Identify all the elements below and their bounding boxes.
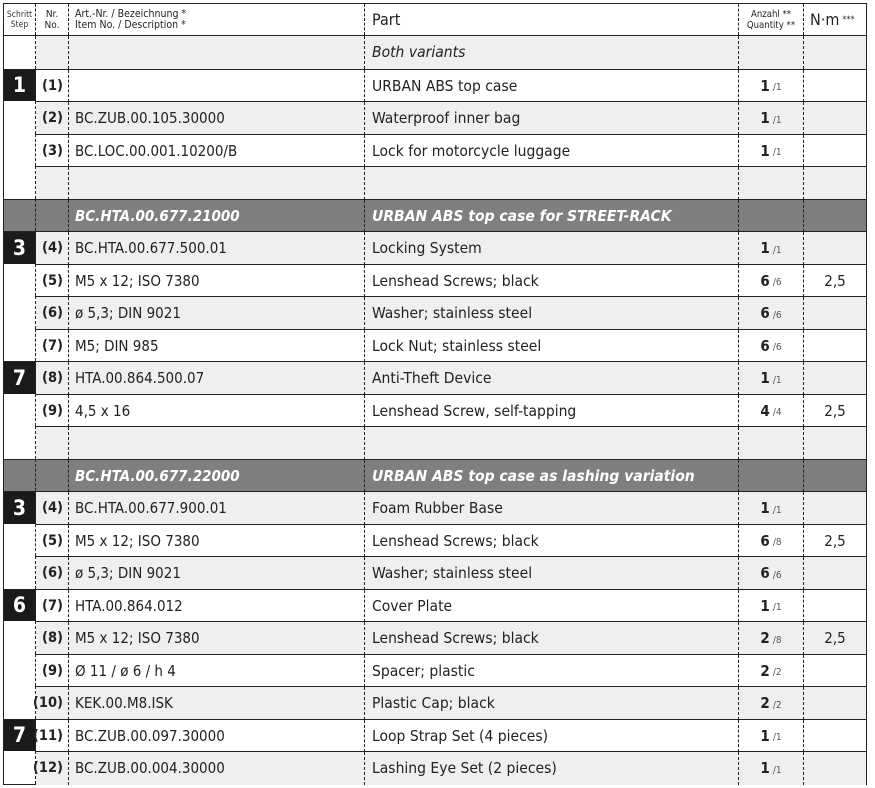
step-cell [4, 394, 36, 427]
quantity [739, 752, 804, 785]
step-cell [4, 231, 36, 264]
article-number: BC.HTA.00.677.500.01 [69, 232, 365, 265]
torque-value [804, 102, 866, 135]
step-cell [4, 686, 36, 719]
article-number: HTA.00.864.012 [69, 590, 365, 623]
part-description [365, 427, 739, 460]
quantity-total: /8 [772, 634, 782, 646]
step-cell [4, 426, 36, 459]
step-cell [4, 134, 36, 167]
part-description: Lashing Eye Set (2 pieces) [365, 752, 739, 785]
header-step-de: Schritt [6, 9, 33, 20]
torque-value [804, 36, 866, 69]
quantity-total: /1 [772, 764, 782, 776]
section-header-row [4, 459, 866, 492]
quantity-value: 2 [760, 629, 770, 648]
item-number: (6) [36, 297, 69, 330]
quantity-value: 2 [760, 694, 770, 713]
step-number: 7 [12, 365, 27, 390]
quantity-total: /1 [772, 602, 782, 614]
quantity [739, 460, 804, 493]
header-article-en: Item No. / Description * [75, 18, 186, 31]
part-description: Washer; stainless steel [365, 557, 739, 590]
header-step-en: Step [10, 19, 29, 30]
table-row [4, 719, 866, 752]
article-number: ø 5,3; DIN 9021 [69, 297, 365, 330]
step-cell [4, 459, 36, 492]
item-number: (3) [36, 135, 69, 168]
part-description: Lock Nut; stainless steel [365, 330, 739, 363]
quantity-value: 1 [760, 109, 770, 128]
table-body [4, 36, 866, 784]
article-number: Ø 11 / ø 6 / h 4 [69, 655, 365, 688]
table-row [4, 361, 866, 394]
quantity-total: /1 [772, 732, 782, 744]
article-number: BC.LOC.00.001.10200/B [69, 135, 365, 168]
quantity [739, 395, 804, 428]
step-cell [4, 69, 36, 102]
torque-value [804, 460, 866, 493]
section-header-row [4, 199, 866, 232]
article-number: BC.HTA.00.677.900.01 [69, 492, 365, 525]
torque-value [804, 200, 866, 233]
header-part-label: Part [372, 10, 401, 29]
torque-value [804, 70, 866, 103]
quantity [739, 330, 804, 363]
torque-value [804, 232, 866, 265]
quantity [739, 427, 804, 460]
quantity-total: /1 [772, 504, 782, 516]
header-nr [36, 4, 69, 35]
quantity-value: 6 [760, 531, 770, 550]
spacer-row [4, 426, 866, 459]
table-row [4, 589, 866, 622]
quantity [739, 362, 804, 395]
header-quantity [739, 4, 804, 35]
header-torque-footnote: *** [842, 14, 855, 25]
quantity-total: /2 [772, 667, 782, 679]
article-number: BC.HTA.00.677.21000 [69, 200, 365, 233]
part-description: Lenshead Screws; black [365, 265, 739, 298]
quantity-total: /6 [772, 342, 782, 354]
torque-value: 2,5 [824, 271, 846, 290]
article-number: M5; DIN 985 [69, 330, 365, 363]
header-article-de: Art.-Nr. / Bezeichnung * [75, 7, 187, 20]
table-row [4, 296, 866, 329]
quantity [739, 70, 804, 103]
quantity-value: 1 [760, 369, 770, 388]
quantity-total: /6 [772, 277, 782, 289]
table-row [4, 751, 866, 784]
quantity-total: /1 [772, 147, 782, 159]
table-row [4, 134, 866, 167]
torque-value [804, 720, 866, 753]
part-description [365, 167, 739, 200]
item-number: (9) [36, 655, 69, 688]
quantity [739, 720, 804, 753]
quantity-value: 6 [760, 564, 770, 583]
table-row [4, 264, 866, 297]
table-header [4, 4, 866, 36]
article-number: BC.ZUB.00.004.30000 [69, 752, 365, 785]
article-number: BC.ZUB.00.105.30000 [69, 102, 365, 135]
quantity-value: 1 [760, 726, 770, 745]
torque-value [804, 362, 866, 395]
article-number: BC.ZUB.00.097.30000 [69, 720, 365, 753]
step-cell [4, 589, 36, 622]
quantity-total: /4 [772, 407, 782, 419]
article-number [69, 36, 365, 69]
item-number: (5) [36, 525, 69, 558]
article-number [69, 167, 365, 200]
step-cell [4, 654, 36, 687]
quantity-value: 1 [760, 76, 770, 95]
article-number [69, 70, 365, 103]
header-torque [804, 4, 866, 35]
quantity-total: /1 [772, 114, 782, 126]
item-number: (12) [36, 752, 69, 785]
quantity [739, 135, 804, 168]
article-number: M5 x 12; ISO 7380 [69, 622, 365, 655]
item-number [36, 427, 69, 460]
quantity-total: /8 [772, 537, 782, 549]
step-cell [4, 719, 36, 752]
quantity [739, 265, 804, 298]
torque-value [804, 135, 866, 168]
part-description: Lenshead Screws; black [365, 622, 739, 655]
quantity-value: 6 [760, 271, 770, 290]
table-row [4, 556, 866, 589]
torque-value: 2,5 [824, 629, 846, 648]
torque-value: 2,5 [824, 401, 846, 420]
table-row [4, 329, 866, 362]
header-quantity-en: Quantity ** [746, 19, 796, 31]
item-number [36, 200, 69, 233]
quantity-value: 6 [760, 336, 770, 355]
part-description: Waterproof inner bag [365, 102, 739, 135]
torque-value [804, 752, 866, 785]
quantity-value: 1 [760, 596, 770, 615]
step-number: 3 [12, 235, 27, 260]
quantity-value: 2 [760, 661, 770, 680]
article-number: M5 x 12; ISO 7380 [69, 525, 365, 558]
quantity [739, 622, 804, 655]
part-description: Lenshead Screw, self-tapping [365, 395, 739, 428]
item-number: (6) [36, 557, 69, 590]
step-cell [4, 101, 36, 134]
part-description: Lenshead Screws; black [365, 525, 739, 558]
quantity [739, 557, 804, 590]
step-cell [4, 166, 36, 199]
part-description: Cover Plate [365, 590, 739, 623]
quantity [739, 232, 804, 265]
step-cell [4, 199, 36, 232]
quantity [739, 655, 804, 688]
part-description: Lock for motorcycle luggage [365, 135, 739, 168]
step-number: 7 [12, 723, 27, 748]
table-row [4, 231, 866, 264]
part-description: Loop Strap Set (4 pieces) [365, 720, 739, 753]
quantity-value: 4 [760, 401, 770, 420]
quantity [739, 102, 804, 135]
torque-value: 2,5 [824, 531, 846, 550]
part-description: Plastic Cap; black [365, 687, 739, 720]
table-row [4, 101, 866, 134]
item-number: (4) [36, 232, 69, 265]
quantity-total: /1 [772, 374, 782, 386]
quantity-total: /2 [772, 699, 782, 711]
item-number [36, 460, 69, 493]
part-description: URBAN ABS top case for STREET-RACK [365, 200, 739, 233]
quantity [739, 200, 804, 233]
header-article [69, 4, 365, 35]
quantity [739, 167, 804, 200]
quantity [739, 492, 804, 525]
table-row [4, 621, 866, 654]
item-number: (11) [36, 720, 69, 753]
quantity-total: /1 [772, 82, 782, 94]
item-number [36, 36, 69, 69]
step-cell [4, 329, 36, 362]
step-cell [4, 556, 36, 589]
quantity-value: 1 [760, 141, 770, 160]
step-number: 1 [12, 73, 27, 98]
header-nr-en: No. [44, 19, 60, 31]
article-number: ø 5,3; DIN 9021 [69, 557, 365, 590]
article-number: 4,5 x 16 [69, 395, 365, 428]
quantity-total: /1 [772, 244, 782, 256]
table-row [4, 524, 866, 557]
subhead-row [4, 36, 866, 69]
step-cell [4, 36, 36, 69]
article-number [69, 427, 365, 460]
table-row [4, 394, 866, 427]
spacer-row [4, 166, 866, 199]
item-number: (8) [36, 362, 69, 395]
torque-value [804, 590, 866, 623]
part-description: Washer; stainless steel [365, 297, 739, 330]
part-description: URBAN ABS top case as lashing variation [365, 460, 739, 493]
article-number: M5 x 12; ISO 7380 [69, 265, 365, 298]
quantity [739, 525, 804, 558]
quantity-value: 1 [760, 759, 770, 778]
item-number: (7) [36, 330, 69, 363]
item-number: (4) [36, 492, 69, 525]
header-torque-label: N·m [810, 10, 840, 29]
quantity-total: /6 [772, 309, 782, 321]
table-row [4, 69, 866, 102]
table-row [4, 491, 866, 524]
torque-value [804, 297, 866, 330]
item-number: (9) [36, 395, 69, 428]
quantity-value: 6 [760, 304, 770, 323]
part-description: Both variants [365, 36, 739, 69]
item-number: (10) [36, 687, 69, 720]
quantity-value: 1 [760, 499, 770, 518]
part-description: URBAN ABS top case [365, 70, 739, 103]
step-number: 3 [12, 495, 27, 520]
step-cell [4, 621, 36, 654]
quantity [739, 36, 804, 69]
part-description: Locking System [365, 232, 739, 265]
table-row [4, 654, 866, 687]
torque-value [804, 492, 866, 525]
table-row [4, 686, 866, 719]
step-cell [4, 751, 36, 784]
step-cell [4, 524, 36, 557]
item-number: (8) [36, 622, 69, 655]
item-number [36, 167, 69, 200]
step-cell [4, 491, 36, 524]
torque-value [804, 557, 866, 590]
quantity [739, 297, 804, 330]
part-description: Anti-Theft Device [365, 362, 739, 395]
quantity-total: /6 [772, 569, 782, 581]
header-part [365, 4, 739, 35]
step-cell [4, 361, 36, 394]
torque-value [804, 330, 866, 363]
item-number: (2) [36, 102, 69, 135]
parts-table [3, 3, 867, 785]
header-step [4, 4, 36, 35]
torque-value [804, 427, 866, 460]
item-number: (7) [36, 590, 69, 623]
header-nr-de: Nr. [45, 8, 59, 20]
step-cell [4, 296, 36, 329]
article-number: KEK.00.M8.ISK [69, 687, 365, 720]
quantity [739, 590, 804, 623]
part-description: Foam Rubber Base [365, 492, 739, 525]
article-number: HTA.00.864.500.07 [69, 362, 365, 395]
quantity [739, 687, 804, 720]
article-number: BC.HTA.00.677.22000 [69, 460, 365, 493]
step-cell [4, 264, 36, 297]
torque-value [804, 687, 866, 720]
step-number: 6 [12, 593, 27, 618]
header-quantity-de: Anzahl ** [750, 8, 792, 20]
item-number: (5) [36, 265, 69, 298]
item-number: (1) [36, 70, 69, 103]
torque-value [804, 167, 866, 200]
quantity-value: 1 [760, 239, 770, 258]
part-description: Spacer; plastic [365, 655, 739, 688]
torque-value [804, 655, 866, 688]
